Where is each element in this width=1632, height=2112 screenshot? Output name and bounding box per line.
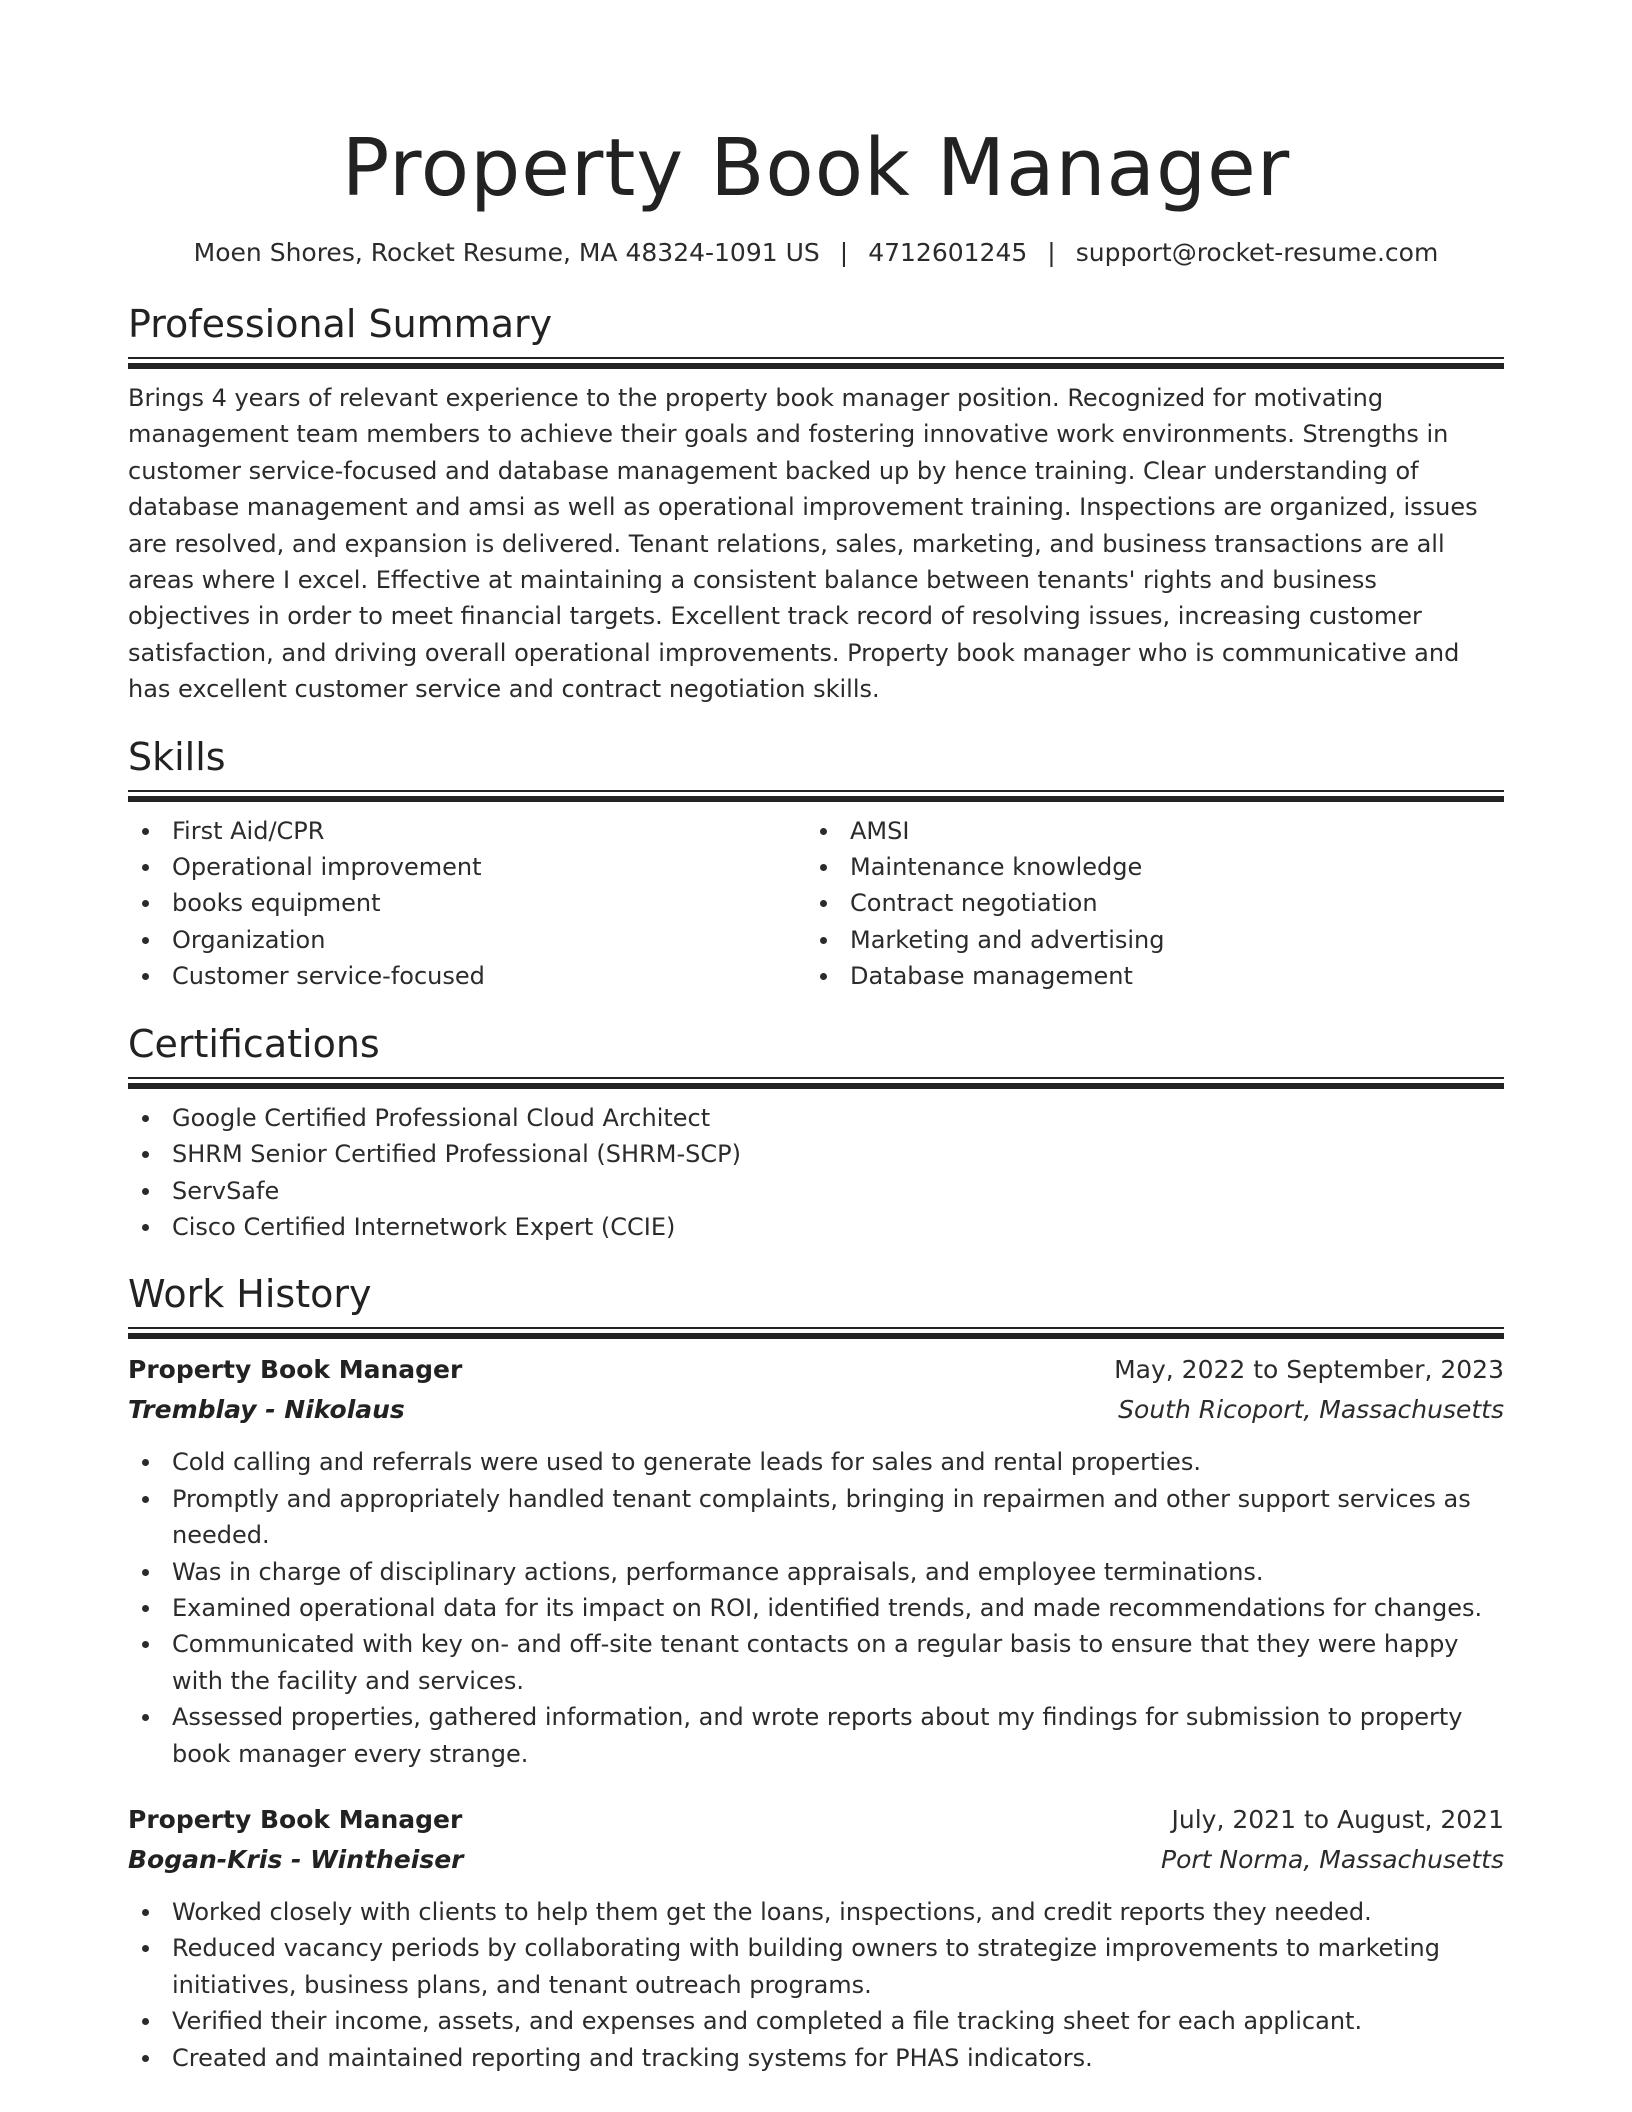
section-divider [128, 357, 1504, 368]
job-bullet: Worked closely with clients to help them get the loans, inspections, and credit reports they needed. [128, 1894, 1504, 1930]
contact-phone: 4712601245 [868, 238, 1028, 267]
certification-item: SHRM Senior Certified Professional (SHRM-SCP) [128, 1136, 1504, 1172]
section-divider [128, 790, 1504, 801]
skill-item: Organization [128, 922, 806, 958]
contact-address: Moen Shores, Rocket Resume, MA 48324-1091 US [193, 238, 820, 267]
job-bullets [128, 1894, 1504, 2076]
section-divider [128, 1327, 1504, 1338]
job-header [128, 1350, 1504, 1390]
job-dates: July, 2021 to August, 2021 [1171, 1804, 1504, 1834]
job-bullet: Assessed properties, gathered information, and wrote reports about my findings for submission to property book manager every strange. [128, 1699, 1504, 1772]
skill-item: Maintenance knowledge [806, 849, 1484, 885]
work-history-section [128, 1271, 1504, 2076]
skills-list-right [806, 813, 1484, 995]
skills-list-left [128, 813, 806, 995]
job-title: Property Book Manager [128, 1355, 463, 1385]
summary-text: Brings 4 years of relevant experience to the property book manager position. Recognized for motivating management team members to achieve their goals and fostering innovative work environments. Strengths in customer service-focused and database management backed up by hence training. Clear understanding of database management and amsi as well as operational improvement training. Inspections are organized, issues are resolved, and expansion is delivered. Tenant relations, sales, marketing, and business transactions are all areas where I excel. Effective at maintaining a consistent balance between tenants' rights and business objectives in order to meet financial targets. Excellent track record of resolving issues, increasing customer satisfaction, and driving overall operational improvements. Property book manager who is communicative and has excellent customer service and contract negotiation skills. [128, 384, 1478, 704]
job-bullet: Created and maintained reporting and tracking systems for PHAS indicators. [128, 2040, 1504, 2076]
certifications-list [128, 1100, 1504, 1246]
skill-item: AMSI [806, 813, 1484, 849]
section-divider [128, 1077, 1504, 1088]
job-bullet: Cold calling and referrals were used to generate leads for sales and rental properties. [128, 1444, 1504, 1480]
certification-item: ServSafe [128, 1173, 1504, 1209]
job-company: Bogan-Kris - Wintheiser [128, 1844, 464, 1874]
job-bullet: Communicated with key on- and off-site tenant contacts on a regular basis to ensure that they were happy with the facility and services. [128, 1626, 1504, 1699]
section-title-summary: Professional Summary [128, 302, 553, 346]
job-location: Port Norma, Massachusetts [1161, 1844, 1504, 1874]
resume-page [128, 0, 1504, 2076]
skill-item: Marketing and advertising [806, 922, 1484, 958]
section-title-work-history: Work History [128, 1272, 372, 1317]
job-bullet: Promptly and appropriately handled tenant complaints, bringing in repairmen and other support services as needed. [128, 1481, 1504, 1554]
job-subheader [128, 1840, 1504, 1880]
job-company: Tremblay - Nikolaus [128, 1395, 405, 1425]
skill-item: Customer service-focused [128, 958, 806, 994]
contact-email: support@rocket-resume.com [1075, 238, 1439, 267]
summary-section [128, 301, 1504, 708]
contact-separator: | [1047, 238, 1056, 267]
certifications-section [128, 1021, 1504, 1246]
skills-section [128, 734, 1504, 995]
job-bullet: Examined operational data for its impact on ROI, identified trends, and made recommendations for changes. [128, 1590, 1504, 1626]
contact-line [128, 236, 1504, 270]
skill-item: Operational improvement [128, 849, 806, 885]
job-entry [128, 1350, 1504, 1772]
skill-item: Contract negotiation [806, 885, 1484, 921]
resume-name: Property Book Manager [341, 122, 1291, 214]
job-bullet: Verified their income, assets, and expenses and completed a file tracking sheet for each applicant. [128, 2003, 1504, 2039]
certification-item: Google Certified Professional Cloud Architect [128, 1100, 1504, 1136]
section-title-skills: Skills [128, 734, 226, 779]
job-header [128, 1800, 1504, 1840]
certification-item: Cisco Certified Internetwork Expert (CCIE) [128, 1209, 1504, 1245]
skill-item: books equipment [128, 885, 806, 921]
job-bullets [128, 1444, 1504, 1772]
job-bullet: Reduced vacancy periods by collaborating with building owners to strategize improvements to marketing initiatives, business plans, and tenant outreach programs. [128, 1930, 1504, 2003]
job-subheader [128, 1390, 1504, 1430]
job-bullet: Was in charge of disciplinary actions, performance appraisals, and employee terminations. [128, 1554, 1504, 1590]
job-dates: May, 2022 to September, 2023 [1114, 1355, 1504, 1385]
skills-grid [128, 801, 1504, 995]
job-title: Property Book Manager [128, 1804, 463, 1834]
job-location: South Ricoport, Massachusetts [1118, 1395, 1504, 1425]
skill-item: Database management [806, 958, 1484, 994]
section-title-certifications: Certifications [128, 1021, 380, 1066]
job-entry [128, 1800, 1504, 2076]
contact-separator: | [839, 238, 849, 267]
skill-item: First Aid/CPR [128, 813, 806, 849]
